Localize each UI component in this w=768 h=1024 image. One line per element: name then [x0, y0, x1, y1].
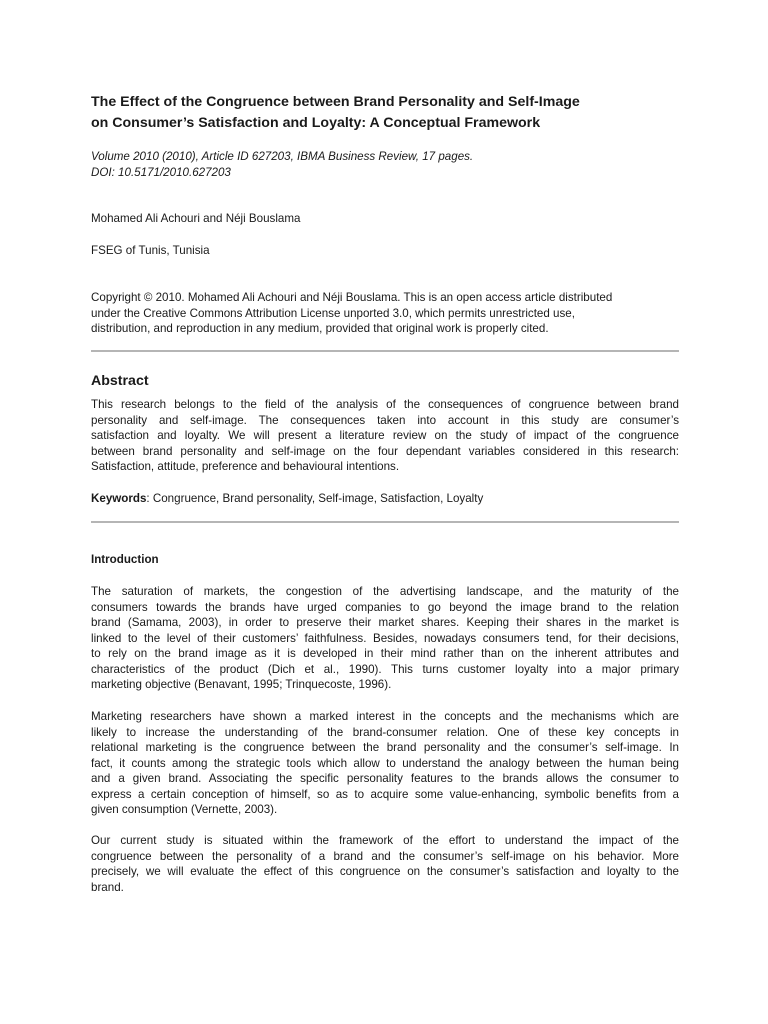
section-divider: [91, 350, 679, 352]
abstract-line: between brand personality and self-image on the four dependant variables considered in this research:: [91, 444, 679, 458]
introduction-heading: Introduction: [91, 553, 159, 566]
body-paragraph: [91, 709, 679, 818]
keywords-label: Keywords: [91, 492, 147, 505]
section-divider: [91, 521, 679, 523]
paragraph-line: fact, it counts among the strategic tools which allow to understand the analogy between the human being: [91, 756, 679, 770]
paragraph-line: Marketing researchers have shown a marked interest in the concepts and the mechanisms which are: [91, 710, 679, 723]
paragraph-line: likely to increase the understanding of the brand-consumer relation. One of these key concepts in: [91, 725, 679, 739]
paragraph-line: and a given brand. Associating the specific personality features to the brands allows the consumer to: [91, 772, 679, 785]
paragraph-line: brand.: [91, 880, 124, 894]
paper-title: [91, 92, 679, 134]
body-paragraph: [91, 584, 679, 693]
paragraph-line: brand (Samama, 2003), in order to preserve their market shares. Keeping their shares in the market is: [91, 616, 679, 629]
keywords-list: : Congruence, Brand personality, Self-image, Satisfaction, Loyalty: [146, 492, 484, 505]
copyright-notice: [91, 290, 612, 337]
abstract-line: satisfaction and loyalty. We will present a literature review on the study of impact of the congruence: [91, 429, 679, 442]
paragraph-line: Our current study is situated within the framework of the effort to understand the impact of the: [91, 834, 679, 847]
paragraph-line: congruence between the personality of a brand and the consumer’s self-image on his behavior. More: [91, 849, 679, 863]
keywords: [91, 491, 483, 506]
paragraph-line: precisely, we will evaluate the effect of this congruence on the consumer’s satisfaction and loyalty to the: [91, 865, 679, 878]
citation-volume: Volume 2010 (2010), Article ID 627203, IBMA Business Review, 17 pages.: [91, 150, 474, 163]
abstract-heading: Abstract: [91, 373, 149, 389]
paragraph-line: marketing objective (Benavant, 1995; Trinquecoste, 1996).: [91, 678, 392, 691]
paragraph-line: relational marketing is the congruence between the brand personality and the consumer’s self-image. In: [91, 741, 679, 754]
paragraph-line: to rely on the brand image as it is developed in their mind rather than on the inherent attributes and: [91, 647, 679, 660]
body-paragraph: [91, 833, 679, 895]
paragraph-line: given consumption (Vernette, 2003).: [91, 803, 278, 816]
paper-title-line-1: The Effect of the Congruence between Brand Personality and Self-Image: [91, 94, 580, 110]
paragraph-line: consumers towards the brands have urged companies to go beyond the image brand to the relation: [91, 600, 679, 614]
author-list: Mohamed Ali Achouri and Néji Bouslama: [91, 212, 301, 225]
abstract-line: personality and self-image. The consequences taken into account in this study are consumer’s: [91, 413, 679, 427]
copyright-line-3: distribution, and reproduction in any medium, provided that original work is properly cited.: [91, 322, 549, 335]
abstract-line: This research belongs to the field of the analysis of the consequences of congruence between brand: [91, 398, 679, 411]
paragraph-line: express a certain conception of himself, so as to acquire some value-enhancing, symbolic benefits from a: [91, 787, 679, 801]
paragraph-line: linked to the level of their customers’ faithfulness. Besides, nowadays consumers tend, for their decisions,: [91, 631, 679, 645]
paragraph-line: The saturation of markets, the congestion of the advertising landscape, and the maturity of the: [91, 585, 679, 598]
abstract-line: Satisfaction, attitude, preference and behavioural intentions.: [91, 460, 400, 473]
citation-info: [91, 149, 473, 180]
paper-title-line-2: on Consumer’s Satisfaction and Loyalty: A Conceptual Framework: [91, 115, 541, 131]
copyright-line-2: under the Creative Commons Attribution License unported 3.0, which permits unrestricted use,: [91, 306, 575, 320]
abstract-text: [91, 397, 679, 474]
copyright-line-1: Copyright © 2010. Mohamed Ali Achouri and Néji Bouslama. This is an open access article distributed: [91, 291, 613, 304]
paragraph-line: characteristics of the product (Dich et al., 1990). This turns customer loyalty into a major primary: [91, 662, 679, 676]
citation-doi: DOI: 10.5171/2010.627203: [91, 165, 231, 179]
author-affiliation: FSEG of Tunis, Tunisia: [91, 244, 210, 257]
